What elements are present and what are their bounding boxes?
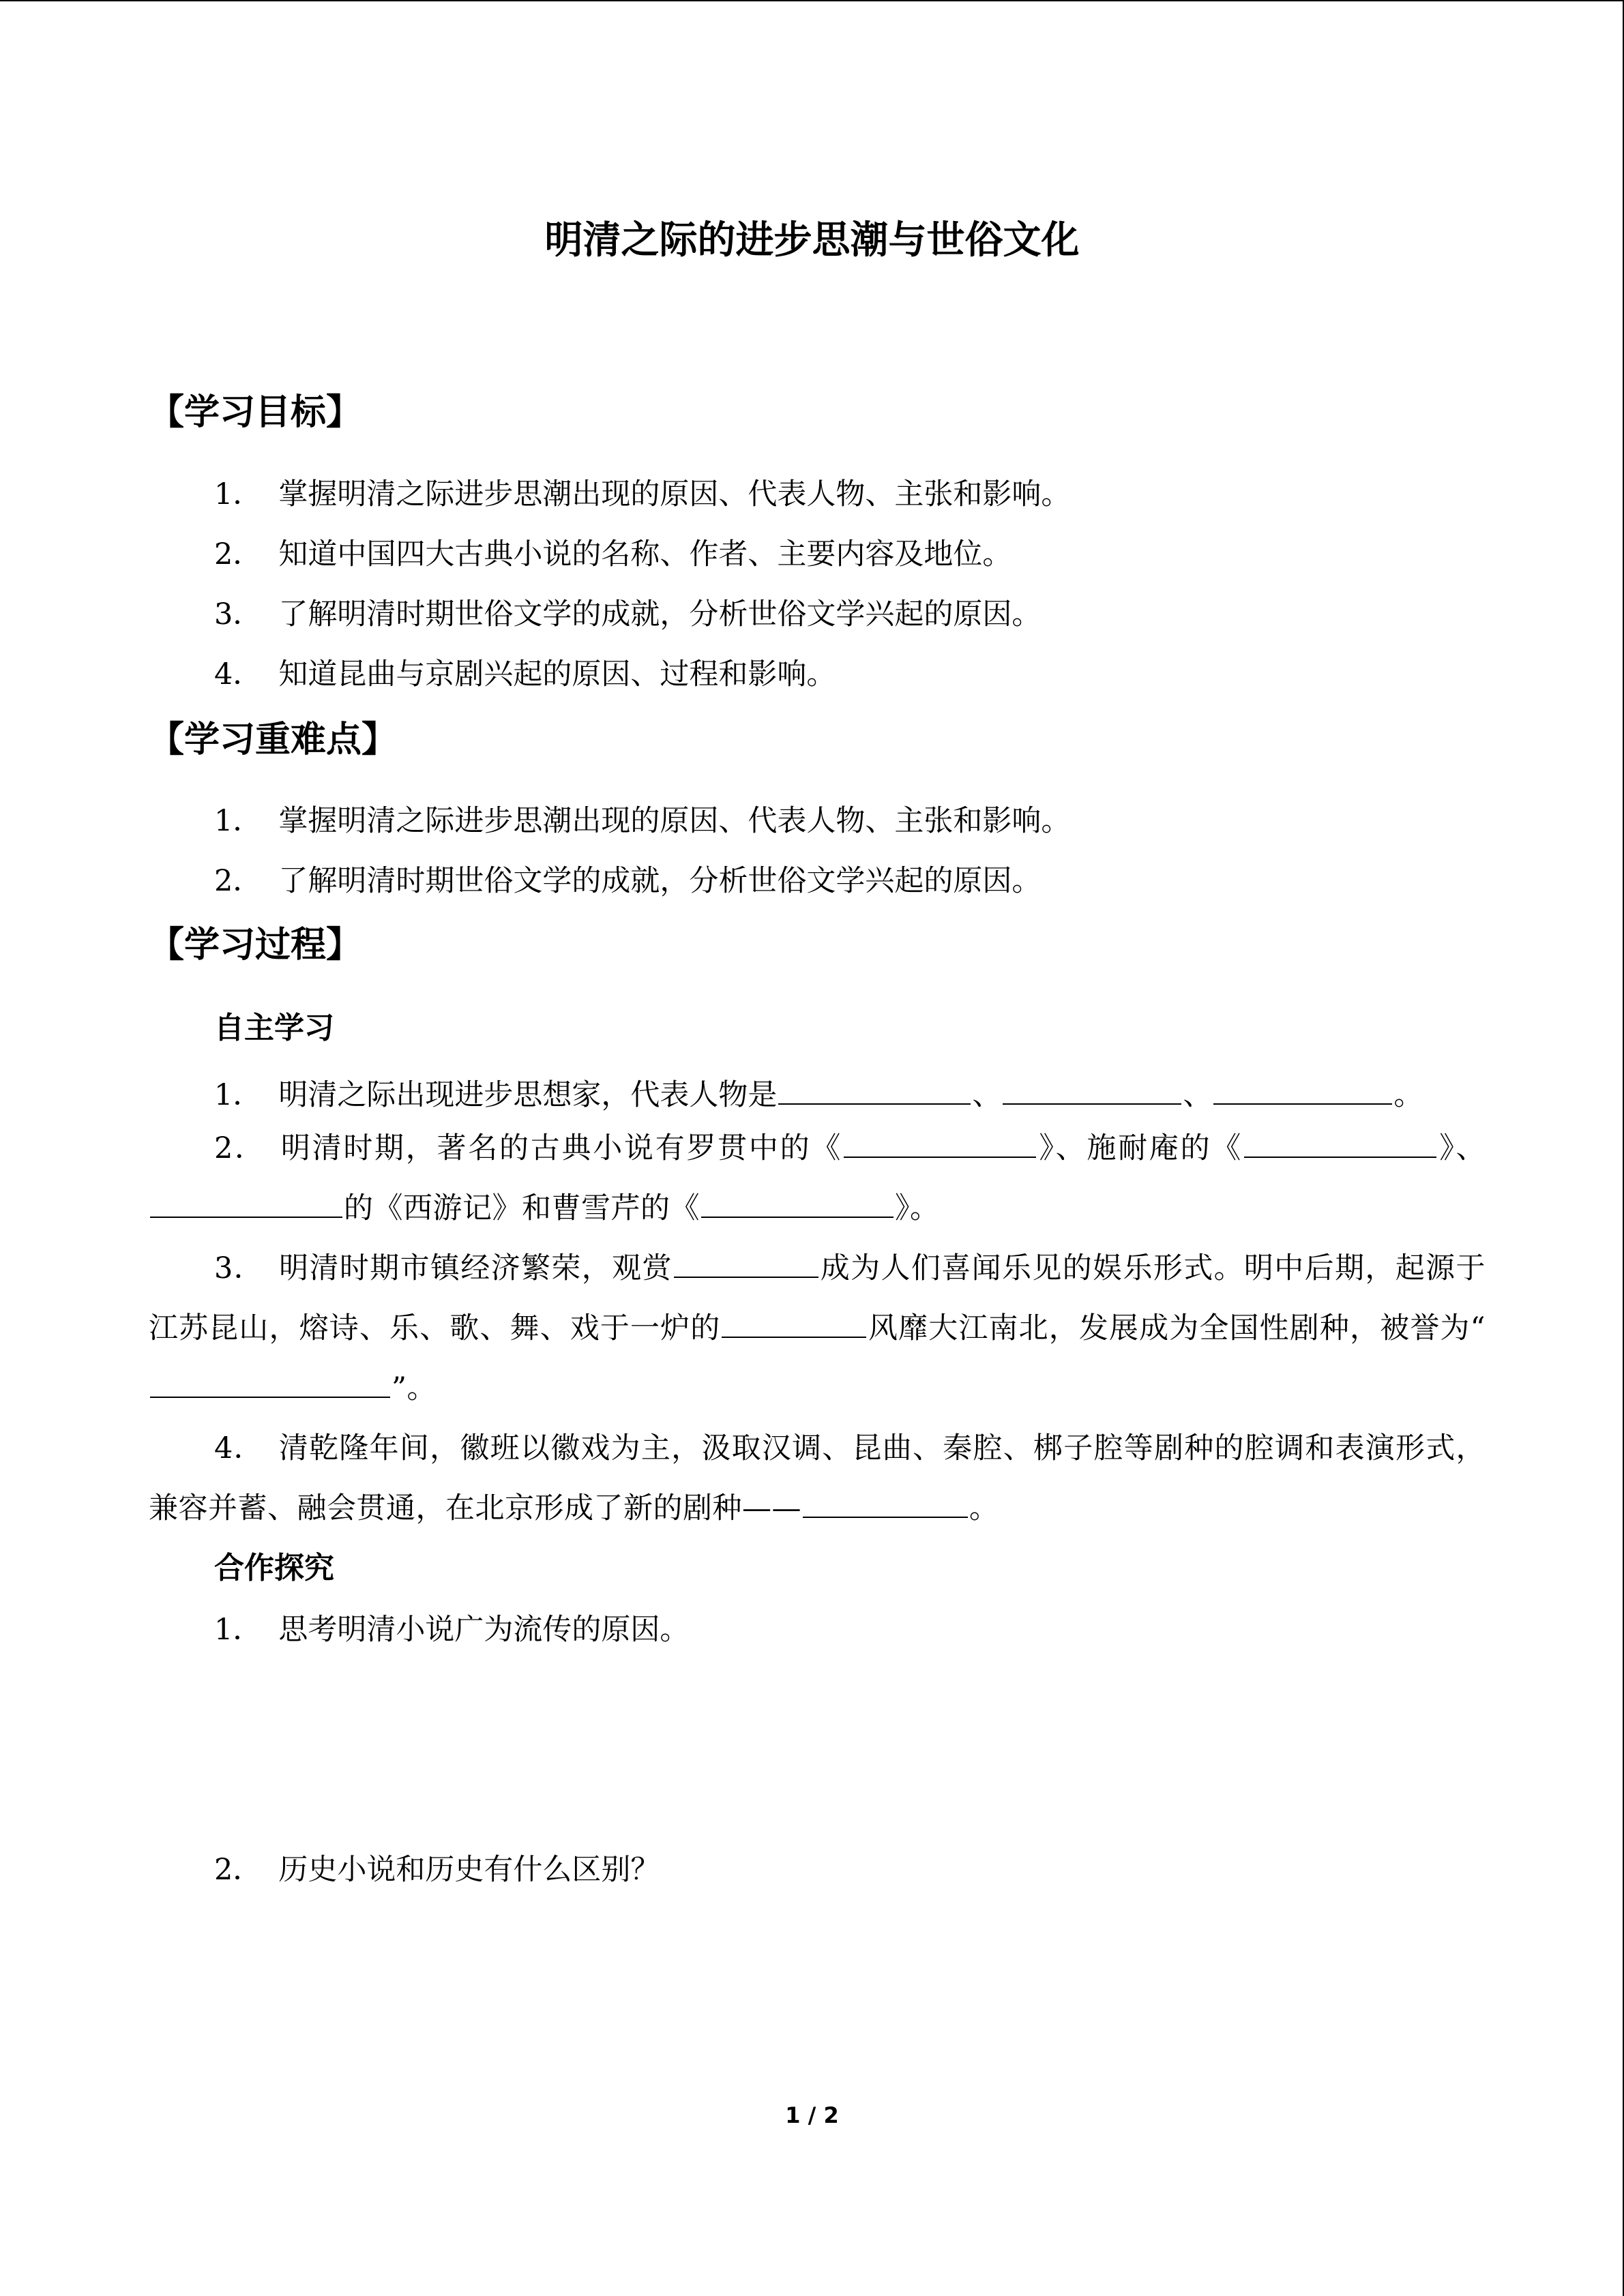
item-text: 了解明清时期世俗文学的成就，分析世俗文学兴起的原因。: [278, 864, 1042, 898]
fill-blank[interactable]: [150, 1184, 342, 1218]
page-number: 1 / 2: [785, 2102, 839, 2128]
fill-blank[interactable]: [150, 1364, 390, 1398]
item-text: 历史小说和历史有什么区别？: [278, 1853, 660, 1887]
item-text: 知道中国四大古典小说的名称、作者、主要内容及地位。: [278, 537, 1012, 571]
fill-blank[interactable]: [701, 1184, 894, 1218]
goal-item-4: [214, 654, 1483, 695]
item-number: 2．: [214, 537, 263, 571]
item-number: 1．: [214, 1613, 263, 1647]
page-border-top: [0, 0, 1624, 1]
item-number: 3．: [214, 597, 263, 631]
item-number: 4．: [214, 1431, 264, 1465]
separator: 、: [1183, 1078, 1213, 1112]
question-text: 》、: [1438, 1131, 1486, 1165]
fill-blank[interactable]: [844, 1124, 1036, 1158]
question-text: 明清时期市镇经济繁荣，观赏: [279, 1251, 673, 1285]
item-number: 2．: [214, 864, 263, 898]
question-text: 的《西游记》和曹雪芹的《: [344, 1191, 700, 1225]
question-text: 清乾隆年间，徽班以徽戏为主，汲取汉调、昆曲、秦腔、梆子腔等剧种的腔调和表演形式，兼容并蓄、融会贯通，在北京形成了新的剧种——: [149, 1431, 1486, 1525]
question-end: 。: [969, 1491, 999, 1525]
fill-blank[interactable]: [803, 1484, 968, 1518]
subsection-cooperation: 合作探究: [214, 1551, 334, 1585]
question-text: 明清时期，著名的古典小说有罗贯中的《: [280, 1131, 843, 1165]
self-study-question-2: [149, 1118, 1486, 1238]
item-number: 2．: [214, 1853, 263, 1887]
goal-item-3: [214, 594, 1483, 635]
cooperation-question-1: [214, 1609, 1483, 1650]
self-study-question-4: [149, 1418, 1486, 1538]
question-text: ”。: [392, 1371, 437, 1405]
question-text: 》、施耐庵的《: [1037, 1131, 1243, 1165]
item-number: 1．: [214, 804, 263, 838]
item-number: 1．: [214, 1078, 263, 1112]
key-point-item-1: [214, 801, 1483, 841]
item-text: 掌握明清之际进步思潮出现的原因、代表人物、主张和影响。: [278, 804, 1071, 838]
item-number: 2．: [214, 1131, 266, 1165]
self-study-question-1: [214, 1071, 1483, 1116]
fill-blank[interactable]: [1244, 1124, 1436, 1158]
self-study-question-3: [149, 1238, 1486, 1418]
fill-blank[interactable]: [1213, 1071, 1392, 1105]
item-text: 了解明清时期世俗文学的成就，分析世俗文学兴起的原因。: [278, 597, 1042, 631]
item-number: 3．: [214, 1251, 265, 1285]
item-number: 1．: [214, 477, 263, 511]
cooperation-question-2: [214, 1849, 1483, 1890]
item-text: 思考明清小说广为流传的原因。: [278, 1613, 690, 1647]
question-text: 明清之际出现进步思想家，代表人物是: [278, 1078, 778, 1112]
question-text: 风靡大江南北，发展成为全国性剧种，被誉为“: [868, 1311, 1486, 1345]
item-text: 掌握明清之际进步思潮出现的原因、代表人物、主张和影响。: [278, 477, 1071, 511]
section-heading-goals: 【学习目标】: [149, 392, 362, 433]
section-heading-key-points: 【学习重难点】: [149, 719, 398, 760]
question-end: 。: [1393, 1078, 1423, 1112]
fill-blank[interactable]: [1003, 1071, 1181, 1105]
question-text: 》。: [895, 1191, 940, 1225]
section-heading-process: 【学习过程】: [149, 925, 362, 966]
fill-blank[interactable]: [722, 1304, 866, 1338]
item-text: 知道昆曲与京剧兴起的原因、过程和影响。: [278, 657, 836, 691]
fill-blank[interactable]: [674, 1244, 818, 1278]
fill-blank[interactable]: [778, 1071, 971, 1105]
question-text: 成为人们喜闻乐见的娱乐形式。明中后期，起源于江苏昆山，熔诗、乐、歌、舞、戏于一炉的: [149, 1251, 1486, 1345]
separator: 、: [972, 1078, 1002, 1112]
item-number: 4．: [214, 657, 263, 691]
goal-item-1: [214, 474, 1483, 515]
key-point-item-2: [214, 861, 1483, 901]
page-title: 明清之际的进步思潮与世俗文化: [544, 218, 1080, 263]
goal-item-2: [214, 534, 1483, 575]
subsection-self-study: 自主学习: [214, 1011, 334, 1045]
